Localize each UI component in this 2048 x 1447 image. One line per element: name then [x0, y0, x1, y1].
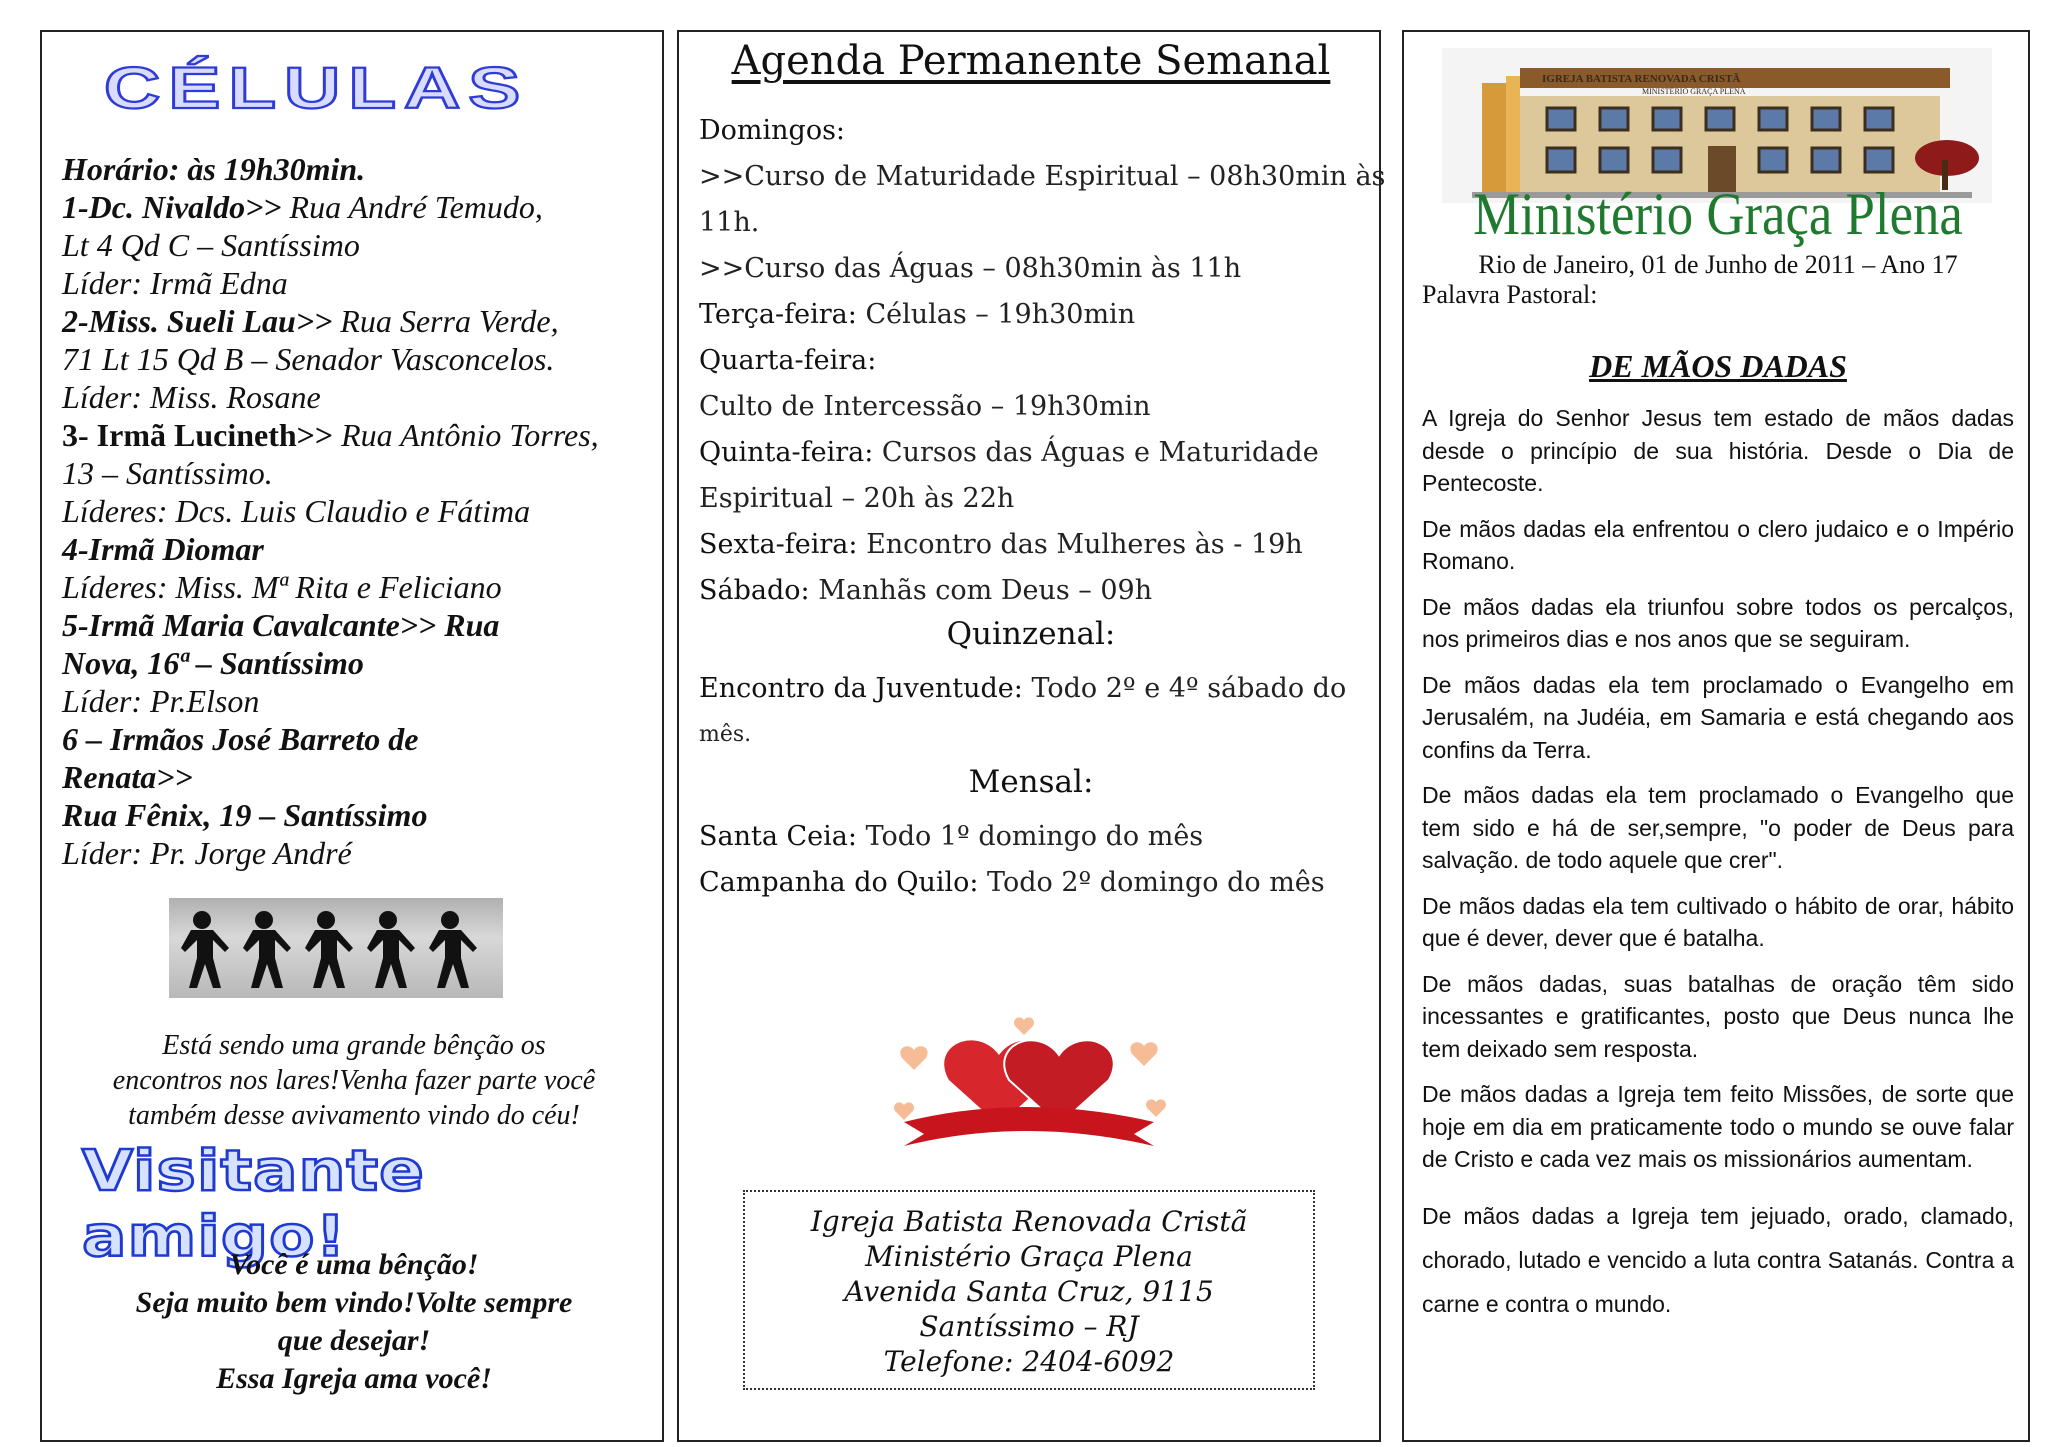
celulas-title: CÉLULAS: [104, 54, 529, 121]
biweekly-schedule: [699, 666, 1359, 758]
phone-number: Telefone: 2404-6092: [883, 1345, 1175, 1378]
cell-3-host: 3- Irmã Lucineth>>: [62, 417, 334, 453]
welcome-line-4: Essa Igreja ama você!: [216, 1362, 492, 1395]
cell-2-leader: Líder: Miss. Rosane: [62, 379, 321, 415]
cells-invitation: [42, 1028, 666, 1133]
ministry-name: Ministério Graça Plena: [865, 1240, 1193, 1273]
friday-text: Encontro das Mulheres às - 19h: [857, 529, 1303, 560]
welcome-line-1: Você é uma bênção!: [229, 1248, 479, 1281]
monthly-heading: Mensal:: [968, 764, 1094, 800]
paper-chain-people-image: [169, 898, 503, 998]
friday-label: Sexta-feira:: [699, 529, 858, 560]
article-paragraph: De mãos dadas ela tem cultivado o hábito de orar, hábito que é dever, dever que é batalha.: [1422, 892, 2014, 951]
cell-4-leader: Líderes: Miss. Mª Rita e Feliciano: [62, 569, 502, 605]
saturday-text: Manhãs com Deus – 09h: [809, 575, 1153, 606]
cells-invitation-line-1: Está sendo uma grande bênção os: [162, 1030, 546, 1061]
cell-2-address: Rua Serra Verde,: [332, 303, 559, 339]
bulletin-panel: [1402, 30, 2030, 1442]
article-paragraph: De mãos dadas ela tem proclamado o Evangelho em Jerusalém, na Judéia, em Samaria e está chegando aos confins da Terra.: [1422, 671, 2014, 763]
article-paragraph: De mãos dadas ela enfrentou o clero judaico e o Império Romano.: [1422, 515, 2014, 574]
article-paragraph: De mãos dadas, suas batalhas de oração têm sido incessantes e gratificantes, posto que Deus nunca lhe tem deixado sem resposta.: [1422, 970, 2014, 1062]
youth-item: [699, 666, 1359, 712]
cell-6-address: Rua Fênix, 19 – Santíssimo: [62, 797, 428, 833]
cell-1-host: 1-Dc. Nivaldo>>: [62, 189, 282, 225]
cell-6-host-2: Renata>>: [62, 759, 193, 795]
cells-invitation-line-2: encontros nos lares!Venha fazer parte você: [112, 1065, 596, 1096]
article-paragraph: A Igreja do Senhor Jesus tem estado de mãos dadas desde o princípio de sua história. Desde o Dia de Pentecoste.: [1422, 405, 2014, 496]
article-body: [1422, 402, 2014, 1339]
biweekly-heading: Quinzenal:: [946, 616, 1116, 652]
friday-item: [699, 522, 1359, 568]
cell-1-address-2: Lt 4 Qd C – Santíssimo: [62, 227, 360, 263]
cell-2: [62, 302, 652, 340]
visitor-welcome: [42, 1246, 666, 1398]
welcome-line-2: Seja muito bem vindo!Volte sempre: [135, 1286, 573, 1319]
thursday-text: Cursos das Águas e Maturidade: [873, 437, 1319, 468]
welcome-line-3: que desejar!: [277, 1324, 431, 1357]
communion-item: [699, 814, 1359, 860]
cell-3: [62, 416, 652, 454]
article-paragraph: De mãos dadas a Igreja tem feito Missões, de sorte que hoje em dia em praticamente todo o mundo se ouve falar de Cristo e cada vez mais os missionários aumentam.: [1422, 1081, 2014, 1172]
tuesday-label: Terça-feira:: [699, 299, 857, 330]
food-campaign-label: Campanha do Quilo:: [699, 867, 979, 898]
article-title: DE MÃOS DADAS: [1589, 348, 1847, 384]
thursday-text-cont: Espiritual – 20h às 22h: [699, 483, 1015, 514]
tuesday-text: Células – 19h30min: [856, 299, 1136, 330]
monthly-schedule: [699, 814, 1359, 906]
saturday-label: Sábado:: [699, 575, 810, 606]
cell-1: [62, 188, 652, 226]
communion-label: Santa Ceia:: [699, 821, 857, 852]
street-address: Avenida Santa Cruz, 9115: [844, 1275, 1214, 1308]
cells-time: Horário: às 19h30min.: [62, 151, 366, 187]
cell-6-leader: Líder: Pr. Jorge André: [62, 835, 352, 871]
cell-3-address-2: 13 – Santíssimo.: [62, 455, 273, 491]
cell-2-host: 2-Miss. Sueli Lau>>: [62, 303, 333, 339]
food-campaign-item: [699, 860, 1359, 906]
cell-4-host: 4-Irmã Diomar: [62, 531, 264, 567]
sunday-item-1: >>Curso de Maturidade Espiritual – 08h30min às: [699, 161, 1386, 192]
thursday-label: Quinta-feira:: [699, 437, 874, 468]
church-name: Igreja Batista Renovada Cristã: [810, 1205, 1248, 1238]
tuesday-item: [699, 292, 1359, 338]
thursday-item: [699, 430, 1359, 476]
cell-2-address-2: 71 Lt 15 Qd B – Senador Vasconcelos.: [62, 341, 555, 377]
saturday-item: [699, 568, 1359, 614]
wednesday-text: Culto de Intercessão – 19h30min: [699, 391, 1151, 422]
agenda-panel: [677, 30, 1386, 1442]
cell-3-leader: Líderes: Dcs. Luis Claudio e Fátima: [62, 493, 531, 529]
cells-list: [62, 150, 652, 872]
sunday-item-1-cont: 11h.: [699, 207, 760, 238]
pastoral-label: Palavra Pastoral:: [1422, 280, 1598, 309]
cell-1-address: Rua André Temudo,: [281, 189, 543, 225]
communion-text: Todo 1º domingo do mês: [856, 821, 1204, 852]
cell-1-leader: Líder: Irmã Edna: [62, 265, 288, 301]
cell-5-address: Nova, 16ª – Santíssimo: [62, 645, 364, 681]
article-paragraph: De mãos dadas a Igreja tem jejuado, orado, clamado, chorado, lutado e vencido a luta contra Satanás. Contra a carne e contra o mundo.: [1422, 1202, 2014, 1317]
visitor-wordart: Visitante amigo!: [82, 1138, 425, 1269]
youth-text-cont: mês.: [699, 722, 752, 747]
neighborhood: Santíssimo – RJ: [919, 1310, 1139, 1343]
building-sign-text: IGREJA BATISTA RENOVADA CRISTÃ: [1542, 73, 1741, 85]
agenda-title: Agenda Permanente Semanal: [731, 38, 1331, 84]
cell-5-host: 5-Irmã Maria Cavalcante>> Rua: [62, 607, 500, 643]
article-paragraph: De mãos dadas ela triunfou sobre todos os percalços, nos primeiros dias e nos anos que se seguiram.: [1422, 593, 2014, 652]
youth-label: Encontro da Juventude:: [699, 673, 1023, 704]
wednesday-label: Quarta-feira:: [699, 345, 877, 376]
youth-text: Todo 2º e 4º sábado do: [1022, 673, 1347, 704]
bulletin-date: Rio de Janeiro, 01 de Junho de 2011 – Ano 17: [1478, 250, 1958, 279]
article-paragraph: De mãos dadas ela tem proclamado o Evangelho que tem sido e há de ser,sempre, "o poder de Deus para salvação. de todo aquele que crer".: [1422, 782, 2014, 873]
sundays-label: Domingos:: [699, 115, 846, 146]
sunday-item-2: >>Curso das Águas – 08h30min às 11h: [699, 253, 1242, 284]
food-campaign-text: Todo 2º domingo do mês: [978, 867, 1325, 898]
church-address-box: [743, 1190, 1315, 1390]
cell-3-address: Rua Antônio Torres,: [333, 417, 599, 453]
celulas-panel: [40, 30, 664, 1442]
cells-invitation-line-3: também desse avivamento vindo do céu!: [128, 1100, 580, 1131]
hearts-ribbon-image: [874, 1010, 1184, 1155]
cell-6-host: 6 – Irmãos José Barreto de: [62, 721, 419, 757]
building-sign-subtext: MINISTÉRIO GRAÇA PLENA: [1642, 87, 1746, 96]
ministry-title: Ministério Graça Plena: [1473, 181, 1963, 247]
weekly-schedule: [699, 108, 1386, 614]
cell-5-leader: Líder: Pr.Elson: [62, 683, 260, 719]
